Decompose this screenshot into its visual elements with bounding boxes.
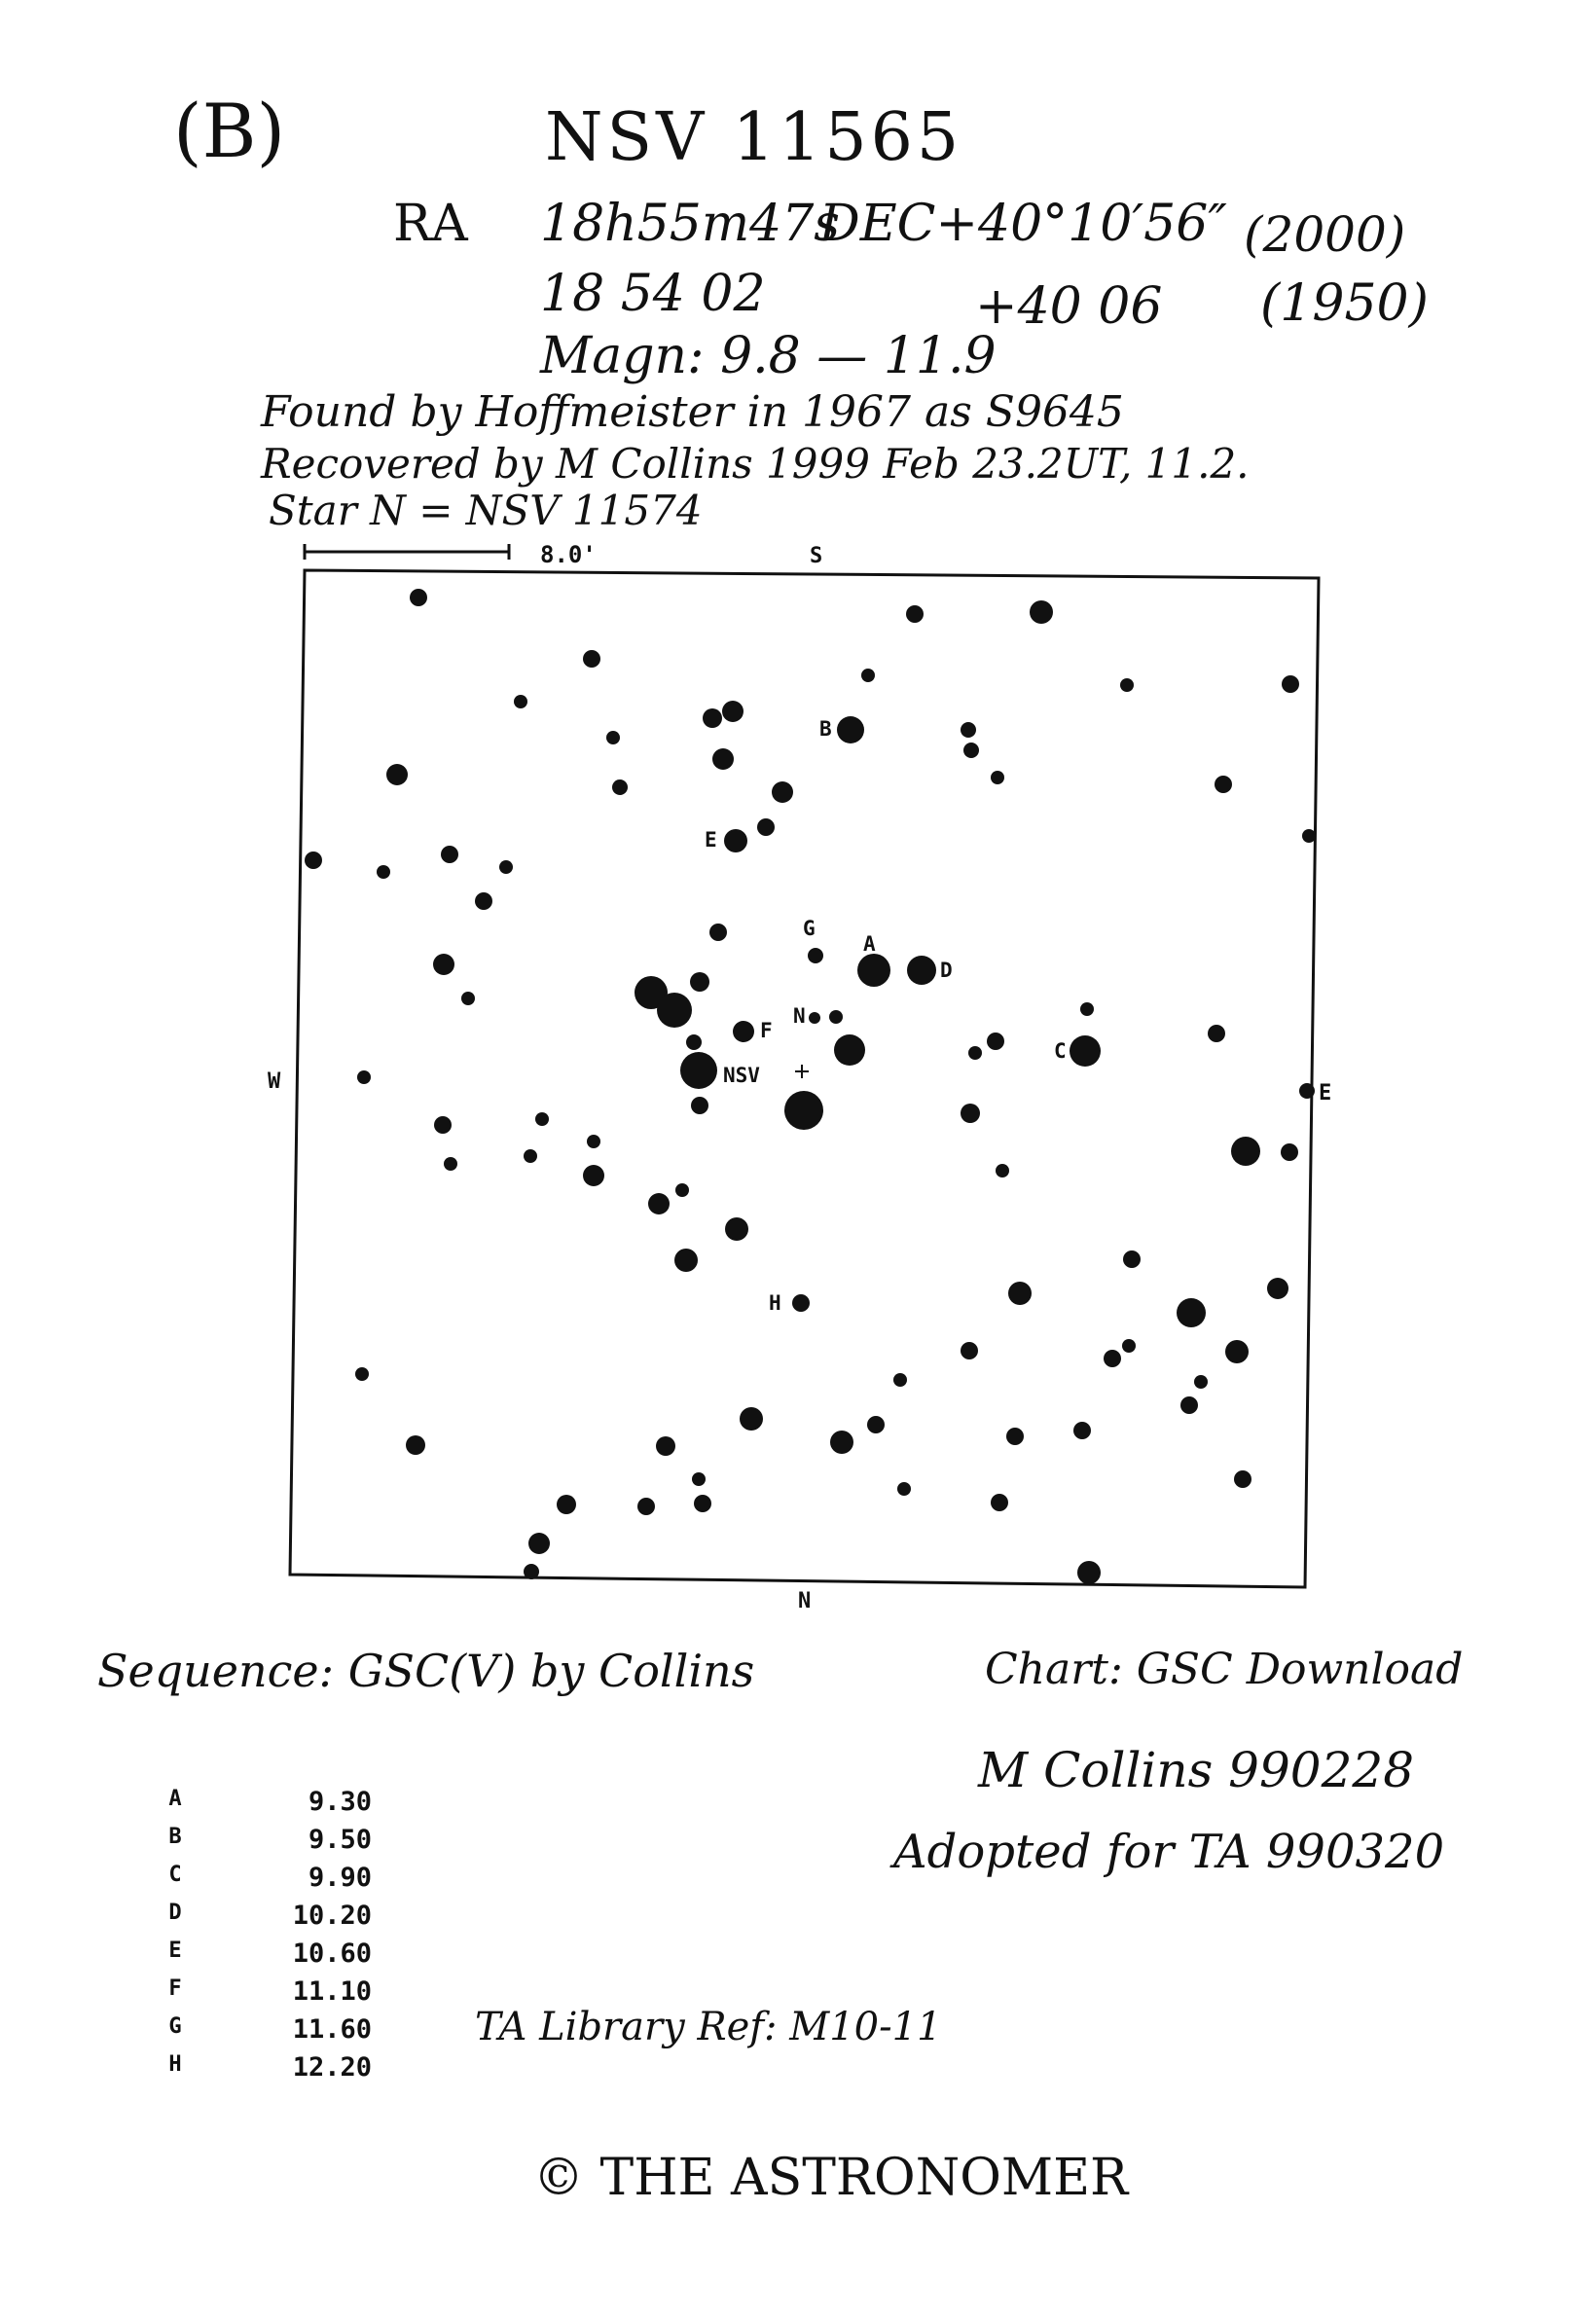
field-star: [528, 1533, 550, 1554]
seq-star-mag: 10.60: [292, 1939, 372, 1969]
direction-left: W: [268, 1069, 281, 1094]
field-star: [680, 1052, 717, 1089]
epoch-2000: (2000): [1244, 206, 1406, 263]
comparison-star-a: [857, 954, 890, 987]
field-star: [1231, 1137, 1260, 1166]
field-star: [675, 1183, 689, 1197]
field-star: [740, 1407, 763, 1431]
field-star: [656, 1436, 675, 1456]
author-note: M Collins 990228: [978, 1742, 1415, 1798]
seq-star-label: F: [168, 1976, 182, 2001]
seq-star-mag: 9.50: [308, 1825, 372, 1855]
label-h: H: [769, 1291, 781, 1315]
field-star: [906, 605, 924, 623]
magnitude-range: Magn: 9.8 — 11.9: [540, 327, 997, 385]
field-star: [867, 1416, 885, 1433]
field-star: [441, 846, 458, 863]
field-star: [386, 764, 408, 785]
seq-star-mag: 10.20: [292, 1901, 372, 1931]
field-star: [535, 1112, 549, 1126]
field-star: [1215, 776, 1232, 793]
label-e: E: [705, 828, 717, 852]
label-c: C: [1054, 1039, 1067, 1063]
chart-title: NSV 11565: [545, 99, 963, 176]
field-star: [709, 924, 727, 941]
dec-2000: DEC+40°10′56″: [819, 195, 1227, 253]
field-star: [444, 1157, 457, 1171]
direction-right: E: [1319, 1081, 1332, 1105]
chart-source-note: Chart: GSC Download: [985, 1645, 1464, 1694]
comparison-star-d: [907, 956, 936, 985]
field-star: [1267, 1278, 1288, 1299]
comparison-star-f: [733, 1021, 754, 1042]
field-star: [861, 669, 875, 682]
field-star: [434, 1116, 452, 1134]
field-star: [991, 771, 1004, 784]
seq-star-mag: 9.90: [308, 1863, 372, 1893]
seq-star-mag: 11.10: [292, 1976, 372, 2007]
field-star: [1030, 600, 1053, 624]
star-n-marker: [809, 1012, 820, 1024]
field-star: [606, 731, 620, 744]
panel-label: (B): [173, 88, 286, 174]
field-star: [1123, 1250, 1141, 1268]
field-star: [1299, 1083, 1315, 1099]
field-star: [648, 1193, 670, 1214]
field-star: [612, 779, 628, 795]
recovery-note: Recovered by M Collins 1999 Feb 23.2UT, 11.2.: [261, 440, 1250, 488]
copyright-note: © THE ASTRONOMER: [533, 2149, 1129, 2207]
field-star: [691, 1097, 708, 1114]
field-star: [897, 1482, 911, 1496]
field-star: [657, 993, 692, 1028]
field-star: [1177, 1298, 1206, 1327]
field-star: [1073, 1422, 1091, 1439]
field-star: [475, 892, 492, 910]
label-a: A: [863, 932, 876, 956]
field-star: [963, 743, 979, 758]
scale-bar: [305, 544, 509, 560]
field-star: [829, 1010, 843, 1024]
variable-star-crosshair: [795, 1065, 809, 1078]
label-n: N: [793, 1004, 806, 1028]
seq-star-mag: 9.30: [308, 1787, 372, 1817]
dec-1950: +40 06: [975, 277, 1163, 336]
seq-star-label: C: [168, 1863, 182, 1887]
comparison-star-c: [1070, 1035, 1101, 1067]
comparison-stars: [724, 716, 1101, 1312]
field-star: [1225, 1340, 1249, 1363]
seq-star-label: G: [168, 2014, 182, 2039]
field-star: [637, 1498, 655, 1515]
label-d: D: [940, 959, 953, 982]
field-star: [893, 1373, 907, 1387]
field-stars: [305, 589, 1316, 1584]
field-star: [406, 1435, 425, 1455]
field-star: [1120, 678, 1134, 692]
field-star: [433, 954, 454, 975]
discovery-note: Found by Hoffmeister in 1967 as S9645: [261, 387, 1124, 437]
direction-bottom: N: [798, 1589, 812, 1613]
seq-star-label: A: [168, 1787, 182, 1811]
field-star: [410, 589, 427, 606]
star-n-note: Star N = NSV 11574: [269, 487, 703, 534]
field-star: [1302, 829, 1316, 843]
field-star: [1194, 1375, 1208, 1389]
field-star: [987, 1033, 1004, 1050]
label-g: G: [803, 917, 816, 940]
variable-label: NSV: [723, 1064, 760, 1087]
field-star: [674, 1249, 698, 1272]
seq-star-mag: 11.60: [292, 2014, 372, 2045]
field-star: [830, 1431, 853, 1454]
field-star: [757, 818, 775, 836]
seq-star-label: H: [168, 2052, 182, 2077]
field-star: [461, 992, 475, 1005]
field-star: [1008, 1282, 1032, 1305]
field-star: [1208, 1025, 1225, 1042]
field-star: [834, 1034, 865, 1066]
field-star: [961, 722, 976, 738]
comparison-star-b: [837, 716, 864, 743]
field-star: [587, 1135, 600, 1148]
chart-frame: [290, 570, 1319, 1587]
field-star: [690, 972, 709, 992]
field-star: [694, 1495, 711, 1512]
seq-star-label: E: [168, 1939, 182, 1963]
field-star: [996, 1164, 1009, 1178]
field-star: [1006, 1428, 1024, 1445]
field-star: [961, 1104, 980, 1123]
field-star: [1281, 1143, 1298, 1161]
ra-1950: 18 54 02: [540, 265, 766, 323]
sequence-note: Sequence: GSC(V) by Collins: [97, 1645, 755, 1697]
field-star: [355, 1367, 369, 1381]
label-b: B: [819, 717, 832, 741]
adopted-note: Adopted for TA 990320: [893, 1825, 1445, 1879]
library-ref-note: TA Library Ref: M10-11: [475, 2005, 942, 2049]
field-star: [1122, 1339, 1136, 1353]
field-star: [1282, 675, 1299, 693]
field-star: [722, 701, 744, 722]
field-star: [583, 650, 600, 668]
field-star: [703, 708, 722, 728]
seq-star-label: D: [168, 1901, 182, 1925]
field-star: [725, 1217, 748, 1241]
field-star: [524, 1149, 537, 1163]
field-star: [1077, 1561, 1101, 1584]
field-star: [686, 1034, 702, 1050]
ra-label: RA: [393, 195, 468, 253]
field-star: [1080, 1002, 1094, 1016]
direction-top: S: [810, 544, 823, 568]
field-star: [968, 1046, 982, 1060]
field-star: [377, 865, 390, 879]
field-star: [961, 1342, 978, 1359]
comparison-star-g: [808, 948, 823, 963]
label-f: F: [760, 1019, 773, 1042]
comparison-star-h: [792, 1294, 810, 1312]
field-star: [772, 781, 793, 803]
field-star: [692, 1472, 706, 1486]
seq-star-label: B: [168, 1825, 182, 1849]
field-star: [499, 860, 513, 874]
scale-label: 8.0': [540, 541, 597, 568]
comparison-star-e: [724, 829, 747, 852]
variable-star: [784, 1091, 823, 1130]
field-star: [991, 1494, 1008, 1511]
field-star: [305, 852, 322, 869]
field-star: [712, 748, 734, 770]
seq-star-mag: 12.20: [292, 2052, 372, 2083]
field-star: [1104, 1350, 1121, 1367]
field-star: [583, 1165, 604, 1186]
field-star: [524, 1564, 539, 1579]
epoch-1950: (1950): [1260, 274, 1429, 333]
field-star: [1234, 1470, 1251, 1488]
field-star: [557, 1495, 576, 1514]
field-star: [514, 695, 527, 708]
field-star: [357, 1070, 371, 1084]
ra-2000: 18h55m47s: [540, 195, 840, 253]
field-star: [1180, 1396, 1198, 1414]
